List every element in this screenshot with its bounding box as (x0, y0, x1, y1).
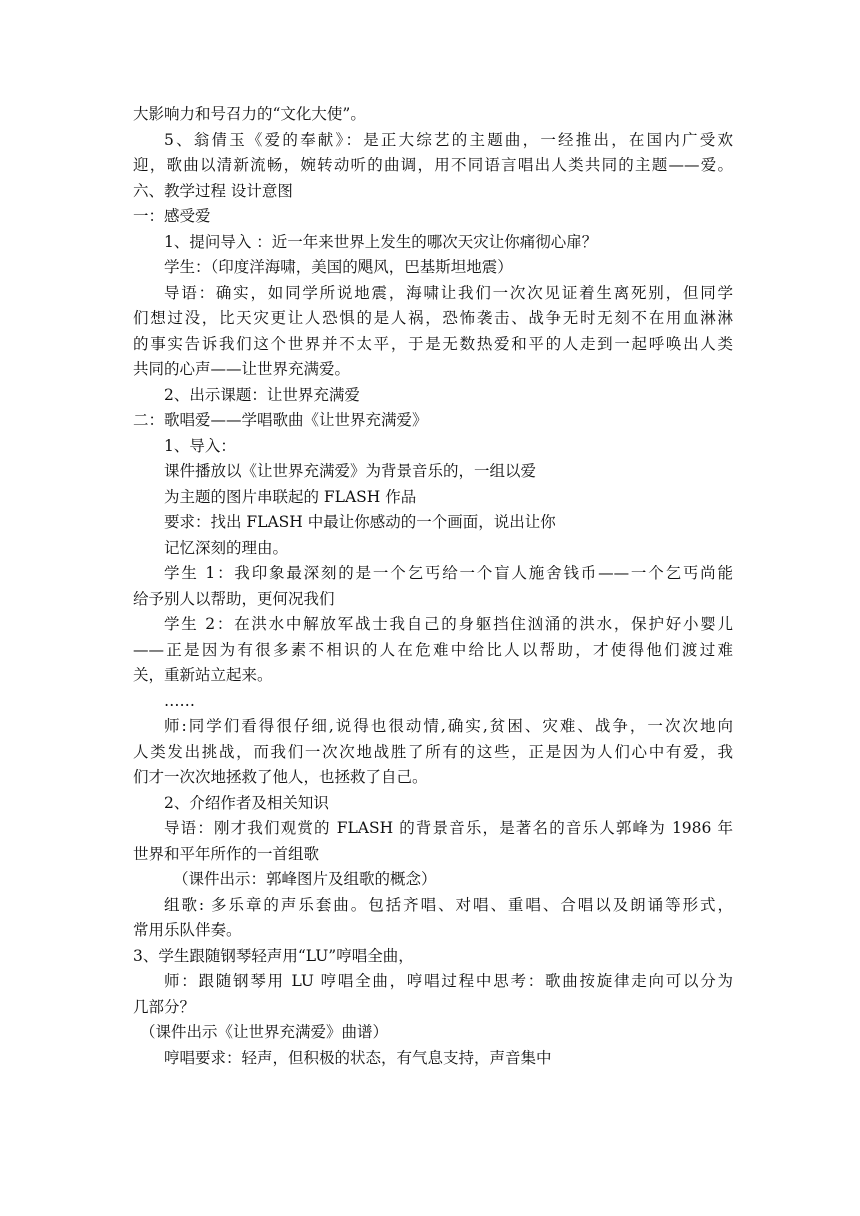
paragraph-line: 2、出示课题：让世界充满爱 (164, 385, 360, 404)
paragraph-line: 学生 1：我印象最深刻的是一个乞丐给一个盲人施舍钱币——一个乞丐尚能 (164, 564, 733, 582)
paragraph-line: 们想过没，比天灾更让人恐惧的是人祸，恐怖袭击、战争无时无刻不在用血淋淋 (133, 309, 733, 327)
paragraph-line: 学生：（印度洋海啸，美国的飓风，巴基斯坦地震） (164, 258, 513, 276)
paragraph-line: 世界和平年所作的一首组歌 (133, 844, 320, 863)
ellipsis-line: …… (164, 691, 195, 710)
paragraph-line: 记忆深刻的理由。 (164, 538, 289, 557)
paragraph-line: 学生 2：在洪水中解放军战士我自己的身躯挡住汹涌的洪水，保护好小婴儿 (164, 615, 733, 633)
paragraph-line: 导语：刚才我们观赏的 FLASH 的背景音乐，是著名的音乐人郭峰为 1986 年 (164, 819, 733, 837)
paragraph-line: 关，重新站立起来。 (133, 666, 273, 684)
paragraph-line: 5、翁倩玉《爱的奉献》：是正大综艺的主题曲，一经推出，在国内广受欢 (164, 130, 733, 149)
section-heading: 二：歌唱爱——学唱歌曲《让世界充满爱》 (133, 411, 428, 429)
paragraph-line: 师:同学们看得很仔细,说得也很动情,确实,贫困、灾难、战争，一次次地向 (164, 717, 733, 735)
paragraph-line: 师：跟随钢琴用 LU 哼唱全曲，哼唱过程中思考：歌曲按旋律走向可以分为 (164, 972, 733, 990)
paragraph-line: 为主题的图片串联起的 FLASH 作品 (164, 487, 417, 506)
section-heading: 六、教学过程 设计意图 (133, 181, 293, 200)
section-heading: 一：感受爱 (133, 207, 211, 225)
paragraph-line: 2、介绍作者及相关知识 (164, 793, 329, 812)
paragraph-line: （课件出示：郭峰图片及组歌的概念） (173, 870, 437, 888)
paragraph-line: 1、提问导入 ：近一年来世界上发生的哪次天灾让你痛彻心扉？ (164, 232, 598, 251)
paragraph-line: 给予别人以帮助，更何况我们 (133, 589, 335, 608)
paragraph-line: 共同的心声——让世界充满爱。 (133, 360, 351, 378)
paragraph-line: 迎，歌曲以清新流畅，婉转动听的曲调，用不同语言唱出人类共同的主题——爱。 (133, 156, 733, 174)
paragraph-line: 常用乐队伴奏。 (133, 921, 242, 939)
paragraph-line: 3、学生跟随钢琴轻声用“LU”哼唱全曲， (133, 946, 414, 965)
paragraph-line: 哼唱要求：轻声，但积极的状态，有气息支持，声音集中 (164, 1048, 552, 1067)
paragraph-line: 导语：确实，如同学所说地震，海啸让我们一次次见证着生离死别，但同学 (164, 283, 733, 302)
paragraph-line: 课件播放以《让世界充满爱》为背景音乐的，一组以爱 (164, 462, 537, 480)
paragraph-line: （课件出示《让世界充满爱》曲谱） (140, 1023, 389, 1041)
paragraph-line: 大影响力和号召力的“文化大使”。 (133, 105, 366, 123)
paragraph-line: 几部分？ (133, 997, 196, 1016)
paragraph-line: ——正是因为有很多素不相识的人在危难中给比人以帮助，才使得他们渡过难 (133, 640, 733, 659)
paragraph-line: 的事实告诉我们这个世界并不太平，于是无数热爱和平的人走到一起呼唤出人类 (133, 334, 733, 353)
paragraph-line: 人类发出挑战，而我们一次次地战胜了所有的这些，正是因为人们心中有爱，我 (133, 742, 733, 761)
paragraph-line: 们才一次次地拯救了他人，也拯救了自己。 (133, 768, 428, 786)
paragraph-line: 1、导入： (164, 436, 236, 455)
paragraph-line: 要求：找出 FLASH 中最让你感动的一个画面，说出让你 (164, 513, 556, 531)
document-body (133, 102, 733, 1071)
paragraph-line: 组歌: 多乐章的声乐套曲。包括齐唱、对唱、重唱、合唱以及朗诵等形式， (164, 895, 733, 914)
